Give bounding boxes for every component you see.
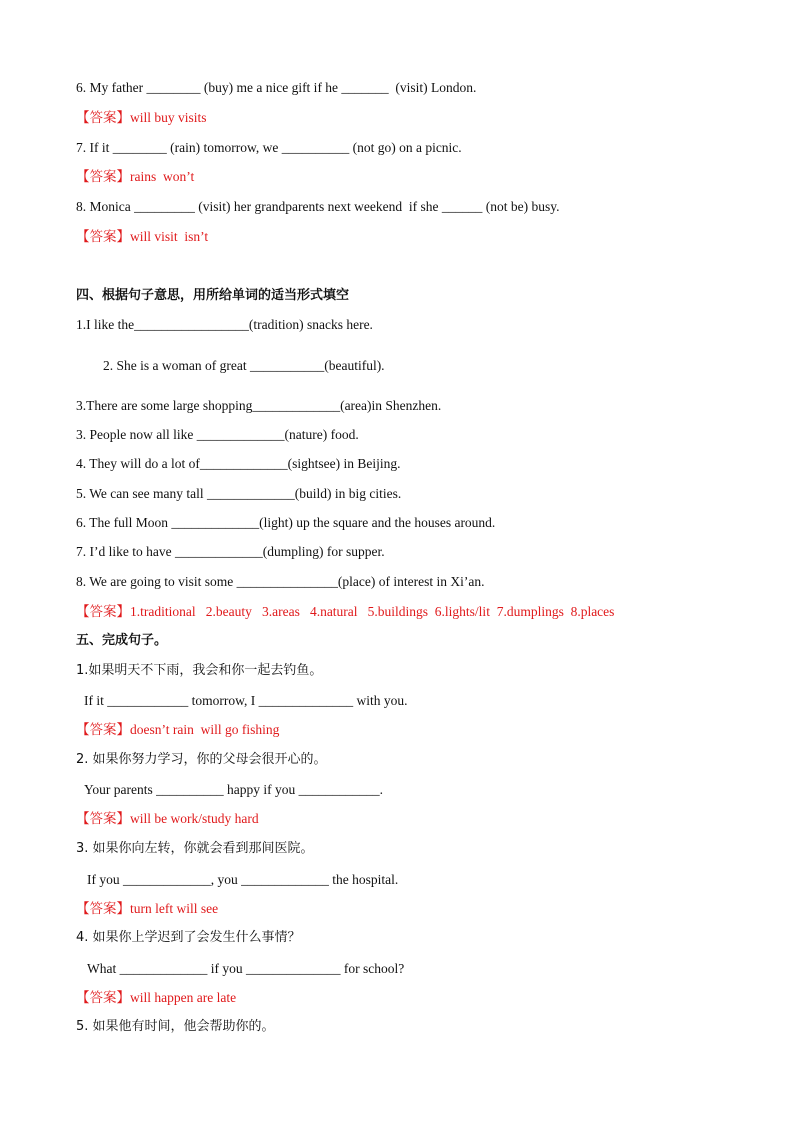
s5-answer-3: 【答案】turn left will see (76, 901, 219, 916)
answer-7: 【答案】rains won’t (76, 169, 195, 184)
s5-question-5-chinese: 5. 如果他有时间，他会帮助你的。 (76, 1019, 275, 1034)
s4-question-8: 8. We are going to visit some _______________(place) of interest in Xi’an. (76, 574, 485, 589)
s5-question-2-chinese: 2. 如果你努力学习，你的父母会很开心的。 (76, 752, 327, 767)
s5-question-3-chinese: 3. 如果你向左转，你就会看到那间医院。 (76, 841, 314, 856)
s4-question-3a: 3.There are some large shopping_____________(area)in Shenzhen. (76, 398, 442, 413)
s4-question-4: 4. They will do a lot of_____________(sightsee) in Beijing. (76, 456, 401, 471)
s5-question-4-chinese: 4. 如果你上学迟到了会发生什么事情？ (76, 930, 301, 945)
s5-answer-4: 【答案】will happen are late (76, 990, 237, 1005)
s4-question-6: 6. The full Moon _____________(light) up the square and the houses around. (76, 515, 496, 530)
s4-question-2: 2. She is a woman of great ___________(beautiful). (103, 358, 385, 373)
s4-question-5: 5. We can see many tall _____________(build) in big cities. (76, 486, 402, 501)
s5-question-1-chinese: 1.如果明天不下雨，我会和你一起去钓鱼。 (76, 663, 323, 678)
s4-question-1: 1.I like the_________________(tradition) snacks here. (76, 317, 373, 332)
s5-answer-1: 【答案】doesn’t rain will go fishing (76, 722, 280, 737)
section-4-heading: 四、根据句子意思，用所给单词的适当形式填空 (76, 288, 350, 303)
answer-6: 【答案】will buy visits (76, 110, 207, 125)
question-8: 8. Monica _________ (visit) her grandparents next weekend if she ______ (not be) busy. (76, 199, 560, 214)
s4-answer: 【答案】1.traditional 2.beauty 3.areas 4.natural 5.buildings 6.lights/lit 7.dumplings 8.places (76, 604, 615, 619)
s5-answer-2: 【答案】will be work/study hard (76, 811, 259, 826)
question-6: 6. My father ________ (buy) me a nice gift if he _______ (visit) London. (76, 80, 477, 95)
s4-question-3b: 3. People now all like _____________(nature) food. (76, 427, 359, 442)
s5-question-4-english: What _____________ if you ______________ for school? (87, 961, 405, 976)
answer-8: 【答案】will visit isn’t (76, 229, 209, 244)
s5-question-2-english: Your parents __________ happy if you ____________. (84, 782, 383, 797)
question-7: 7. If it ________ (rain) tomorrow, we __________ (not go) on a picnic. (76, 140, 462, 155)
s5-question-1-english: If it ____________ tomorrow, I ______________ with you. (84, 693, 408, 708)
s5-question-3-english: If you _____________, you _____________ the hospital. (87, 872, 399, 887)
s4-question-7: 7. I’d like to have _____________(dumpling) for supper. (76, 544, 385, 559)
section-5-heading: 五、完成句子。 (76, 633, 168, 648)
